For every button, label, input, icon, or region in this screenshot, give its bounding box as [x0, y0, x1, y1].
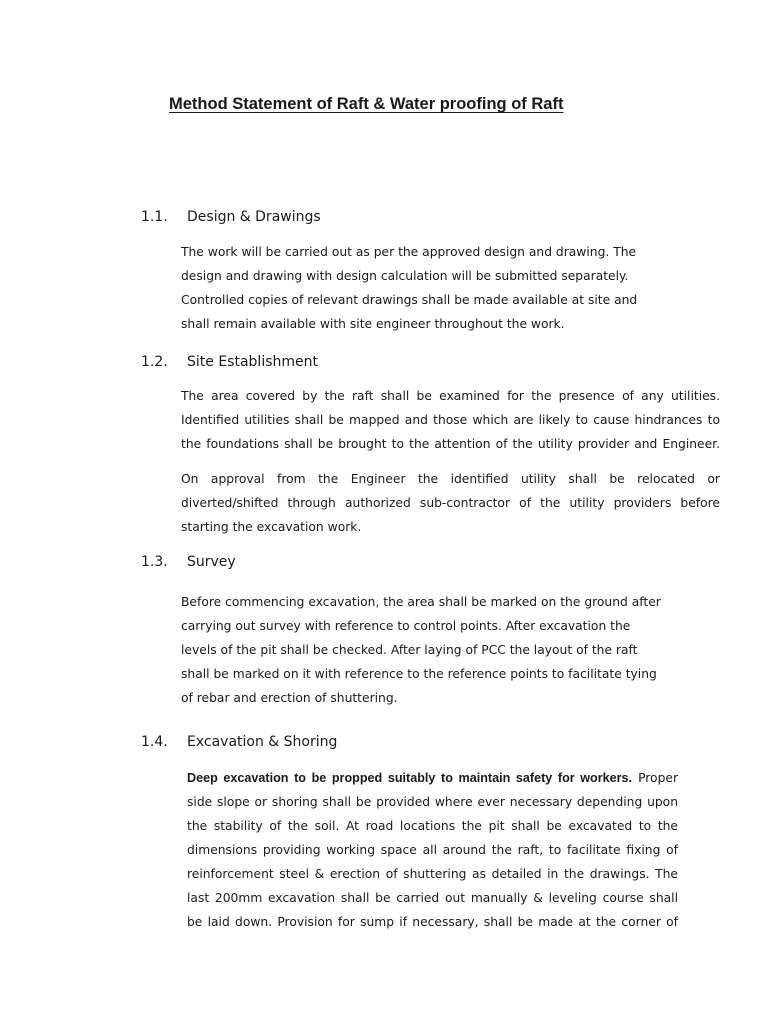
paragraph-line: reinforcement steel & erection of shuttering as detailed in the drawings. The: [187, 867, 678, 881]
section-heading-excavation-shoring: [141, 734, 337, 750]
paragraph-line: of rebar and erection of shuttering.: [181, 691, 398, 705]
section-heading-site-establishment: [141, 354, 318, 370]
section-number: 1.2.: [141, 354, 168, 370]
paragraph-line: side slope or shoring shall be provided where ever necessary depending upon: [187, 795, 678, 809]
section-title: Excavation & Shoring: [187, 734, 338, 750]
section-number: 1.1.: [141, 209, 168, 225]
document-title: Method Statement of Raft & Water proofing of Raft: [169, 95, 564, 113]
section-number: 1.4.: [141, 734, 168, 750]
section-title: Design & Drawings: [187, 209, 321, 225]
paragraph-line: Identified utilities shall be mapped and those which are likely to cause hindrances to: [181, 413, 720, 427]
section-title: Site Establishment: [187, 354, 318, 370]
section-heading-design-drawings: [141, 209, 321, 225]
paragraph-line: Controlled copies of relevant drawings shall be made available at site and: [181, 293, 638, 307]
paragraph-line: The work will be carried out as per the approved design and drawing. The: [181, 245, 637, 259]
paragraph-line: shall be marked on it with reference to the reference points to facilitate tying: [181, 667, 657, 681]
bold-lead-sentence: Deep excavation to be propped suitably to maintain safety for workers.: [187, 771, 633, 785]
section-paragraph: [181, 467, 720, 539]
paragraph-line: dimensions providing working space all around the raft, to facilitate fixing of: [187, 843, 678, 857]
paragraph-line: the foundations shall be brought to the attention of the utility provider and Engineer.: [181, 437, 720, 451]
paragraph-line: last 200mm excavation shall be carried out manually & leveling course shall: [187, 891, 678, 905]
paragraph-line: carrying out survey with reference to control points. After excavation the: [181, 619, 631, 633]
paragraph-line: Before commencing excavation, the area shall be marked on the ground after: [181, 595, 661, 609]
paragraph-line: design and drawing with design calculation will be submitted separately.: [181, 269, 629, 283]
paragraph-line: be laid down. Provision for sump if necessary, shall be made at the corner of: [187, 915, 678, 929]
paragraph-line: The area covered by the raft shall be examined for the presence of any utilities.: [181, 389, 720, 403]
section-title: Survey: [187, 554, 236, 570]
section-heading-survey: [141, 554, 236, 570]
paragraph-line: [187, 766, 678, 790]
section-paragraph: [187, 766, 678, 934]
paragraph-line: shall remain available with site engineer throughout the work.: [181, 317, 565, 331]
paragraph-line: On approval from the Engineer the identified utility shall be relocated or: [181, 472, 720, 486]
paragraph-line: the stability of the soil. At road locations the pit shall be excavated to the: [187, 819, 678, 833]
section-paragraph: [181, 590, 676, 710]
section-paragraph: [181, 240, 651, 336]
paragraph-line: starting the excavation work.: [181, 520, 362, 534]
lead-continuation: Proper: [632, 771, 679, 785]
section-paragraph: [181, 384, 720, 456]
paragraph-line: levels of the pit shall be checked. After laying of PCC the layout of the raft: [181, 643, 638, 657]
paragraph-line: diverted/shifted through authorized sub-contractor of the utility providers before: [181, 496, 720, 510]
section-number: 1.3.: [141, 554, 168, 570]
